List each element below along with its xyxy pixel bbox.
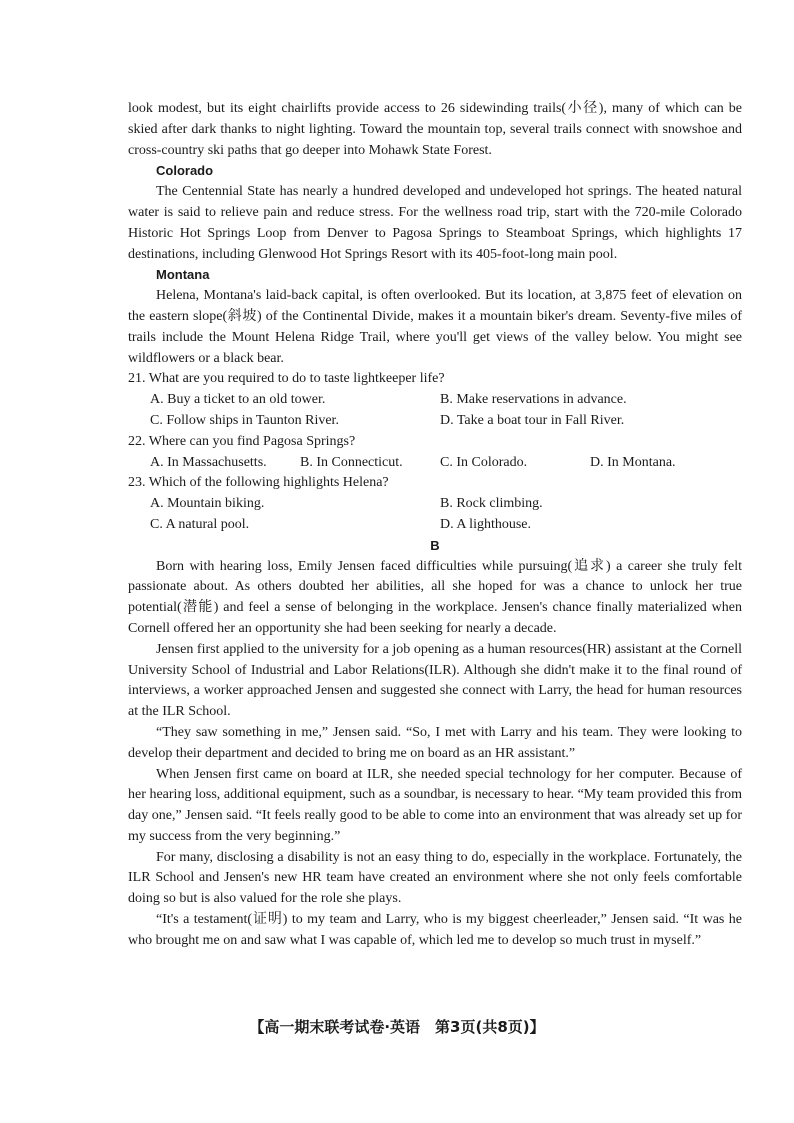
passage-b-paragraph-5: For many, disclosing a disability is not an easy thing to do, especially in the workplace. Fortunately, the ILR School and Jensen's new HR team have created an environment where she not only feels comfortable doing so but is also valued for the role she plays. [128, 849, 742, 907]
question-23 [128, 473, 742, 535]
colorado-paragraph: The Centennial State has nearly a hundred developed and undeveloped hot springs. The heated natural water is said to relieve pain and reduce stress. For the wellness road trip, start with the 720-mile Colorado Historic Hot Springs Loop from Denver to Pagosa Springs to Steamboat Springs, which highlights 17 destinations, including Glenwood Hot Springs Resort with its 405-foot-long main pool. [128, 184, 742, 262]
option-c: C. In Colorado. [440, 454, 528, 470]
section-b-label: B [430, 537, 440, 553]
question-stem: 21. What are you required to do to taste lightkeeper life? [128, 371, 445, 387]
montana-paragraph: Helena, Montana's laid-back capital, is often overlooked. But its location, at 3,875 feet of elevation on the eastern slope(斜坡) of the Continental Divide, makes it a mountain biker's dream. Seventy-five miles of trails include the Mount Helena Ridge Trail, where you'll get views of the valley below. You might see wildflowers or a black bear. [128, 288, 742, 366]
option-c: C. A natural pool. [150, 516, 250, 532]
passage-b-paragraph-6: “It's a testament(证明) to my team and Larry, who is my biggest cheerleader,” Jensen said. “It was he who brought me on and saw what I was capable of, which led me to develop so much trust in myself.” [128, 912, 742, 948]
heading-colorado: Colorado [156, 163, 214, 179]
question-22 [128, 432, 742, 474]
option-c: C. Follow ships in Taunton River. [150, 412, 339, 428]
passage-a-continuation: look modest, but its eight chairlifts provide access to 26 sidewinding trails(小径), many of which can be skied after dark thanks to night lighting. Toward the mountain top, several trails connect with snowshoe and cross-country ski paths that go deeper into Mohawk State Forest. [128, 101, 742, 158]
question-stem: 23. Which of the following highlights Helena? [128, 475, 389, 491]
option-d: D. A lighthouse. [440, 516, 532, 532]
question-options [128, 494, 742, 536]
question-21 [128, 369, 742, 431]
question-options [128, 390, 742, 432]
question-stem: 22. Where can you find Pagosa Springs? [128, 433, 356, 449]
option-b: B. Rock climbing. [440, 496, 543, 512]
option-b: B. Make reservations in advance. [440, 392, 627, 408]
exam-page [128, 99, 742, 952]
option-a: A. Buy a ticket to an old tower. [150, 392, 326, 408]
passage-b-paragraph-1: Born with hearing loss, Emily Jensen faced difficulties while pursuing(追求) a career she truly felt passionate about. As others doubted her abilities, all she hoped for was a chance to unlock her true potential(潜能) and feel a sense of belonging in the workplace. Jensen's chance finally materialized when Cornell offered her an opportunity she had been seeking for nearly a decade. [128, 558, 742, 636]
heading-montana: Montana [156, 267, 210, 283]
question-options [128, 453, 742, 474]
passage-b-paragraph-3: “They saw something in me,” Jensen said. “So, I met with Larry and his team. They were looking to develop their department and decided to bring me on board as an HR assistant.” [128, 724, 742, 761]
option-a: A. In Massachusetts. [150, 454, 267, 470]
page-footer: 【高一期末联考试卷·英语 第3页(共8页)】 [249, 1018, 545, 1036]
passage-b-paragraph-2: Jensen first applied to the university for a job opening as a human resources(HR) assistant at the Cornell University School of Industrial and Labor Relations(ILR). Although she didn't make it to the final round of interviews, a worker approached Jensen and suggested she connect with Larry, the head for human resources at the ILR School. [128, 641, 742, 720]
option-d: D. Take a boat tour in Fall River. [440, 412, 625, 428]
passage-b-paragraph-4: When Jensen first came on board at ILR, she needed special technology for her computer. Because of her hearing loss, additional equipment, such as a soundbar, is necessary to hear. “My team provided this from day one,” Jensen said. “It feels really good to be able to come into an environment that was already set up for my success from the very beginning.” [128, 766, 742, 844]
option-b: B. In Connecticut. [300, 454, 403, 470]
option-d: D. In Montana. [590, 454, 676, 470]
option-a: A. Mountain biking. [150, 496, 265, 512]
